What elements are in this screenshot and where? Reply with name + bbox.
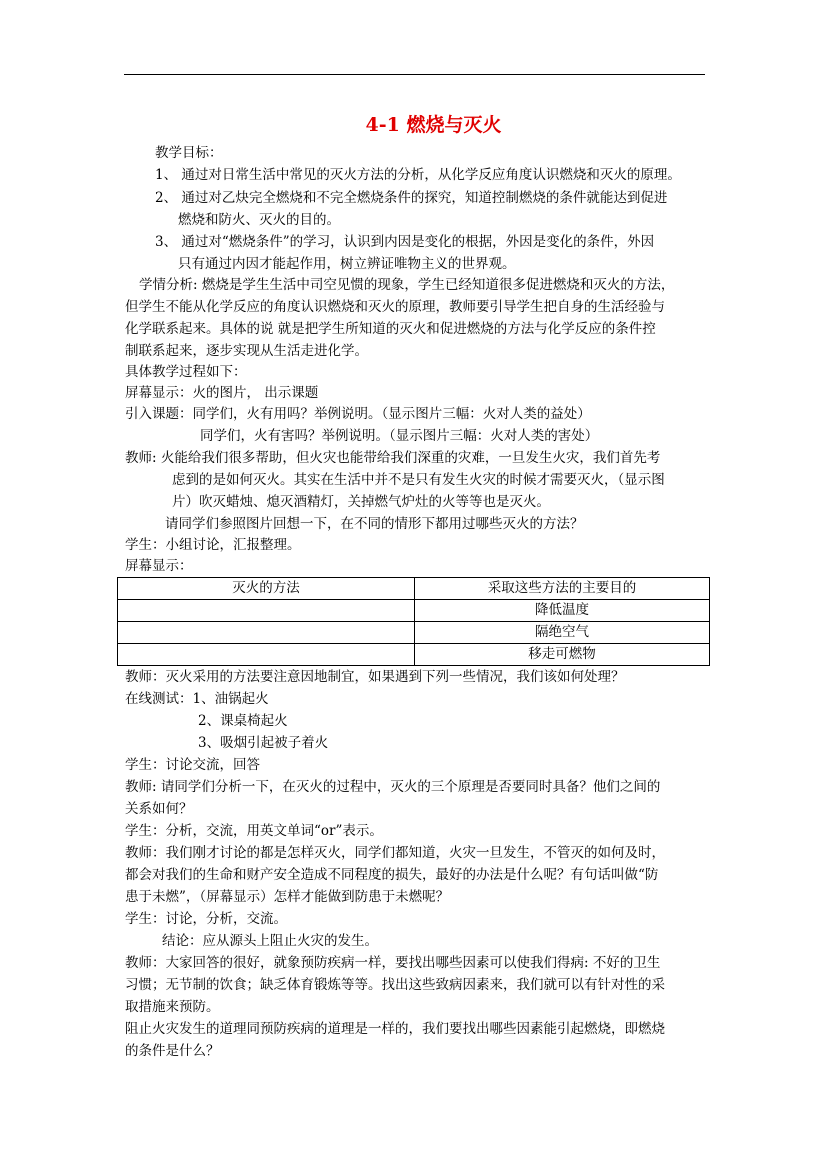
table-cell-purpose: 隔绝空气 <box>415 622 710 644</box>
teacher-1-line-3: 片）吹灭蜡烛、熄灭酒精灯，关掉燃气炉灶的火等等也是灭火。 <box>172 494 550 510</box>
student-4: 学生：讨论，分析，交流。 <box>125 911 287 927</box>
teacher-3-line-1: 教师: 请同学们分析一下，在灭火的过程中，灭火的三个原理是否要同时具备？他们之间的 <box>125 779 661 795</box>
page-title: 4-1 燃烧与灭火 <box>365 114 502 136</box>
teacher-1-line-1: 教师: 火能给我们很多帮助，但火灾也能带给我们深重的灾难，一旦发生火灾，我们首先考 <box>125 450 661 466</box>
screen-display-1: 屏幕显示：火的图片， 出示课题 <box>125 385 319 401</box>
goal-3-line-2: 只有通过内因才能起作用，树立辨证唯物主义的世界观。 <box>178 256 516 272</box>
analysis-line-3: 化学联系起来。具体的说 就是把学生所知道的灭火和促进燃烧的方法与化学反应的条件控 <box>125 321 656 337</box>
teacher-5-line-2: 习惯；无节制的饮食；缺乏体育锻炼等等。找出这些致病因素来，我们就可以有针对性的采 <box>125 977 665 993</box>
analysis-line-1: 学情分析: 燃烧是学生生活中司空见惯的现象，学生已经知道很多促进燃烧和灭火的方法， <box>139 277 675 293</box>
table-cell-purpose: 移走可燃物 <box>415 644 710 666</box>
analysis-line-4: 制联系起来，逐步实现从生活走进化学。 <box>125 343 368 359</box>
goals-heading: 教学目标： <box>155 145 223 161</box>
table-row <box>118 622 710 644</box>
table-row <box>118 644 710 666</box>
teacher-4-line-2: 都会对我们的生命和财产安全造成不同程度的损失，最好的办法是什么呢？有句话叫做“防 <box>125 867 659 883</box>
final-line-2: 的条件是什么？ <box>125 1043 220 1059</box>
intro-line-1: 引入课题：同学们，火有用吗？举例说明。（显示图片三幅：火对人类的益处） <box>125 406 591 422</box>
online-test-2: 2、课桌椅起火 <box>198 713 288 729</box>
student-1: 学生：小组讨论，汇报整理。 <box>125 537 301 553</box>
table-row <box>118 600 710 622</box>
recall-prompt: 请同学们参照图片回想一下，在不同的情形下都用过哪些灭火的方法？ <box>165 516 584 532</box>
teacher-5-line-3: 取措施来预防。 <box>125 999 220 1015</box>
goal-1: 1、 通过对日常生活中常见的灭火方法的分析，从化学反应角度认识燃烧和灭火的原理。 <box>155 167 681 183</box>
intro-line-2: 同学们，火有害吗？举例说明。（显示图片三幅：火对人类的害处） <box>200 428 599 444</box>
process-heading: 具体教学过程如下： <box>125 364 247 380</box>
teacher-5-line-1: 教师：大家回答的很好，就象预防疾病一样，要找出哪些因素可以使我们得病: 不好的卫生 <box>125 955 661 971</box>
table-cell-method <box>118 644 415 666</box>
teacher-3-line-2: 关系如何？ <box>125 801 193 817</box>
teacher-1-line-2: 虑到的是如何灭火。其实在生活中并不是只有发生火灾的时候才需要灭火，（显示图 <box>172 472 665 488</box>
goal-2-line-2: 燃烧和防火、灭火的目的。 <box>178 212 340 228</box>
table-header-method: 灭火的方法 <box>118 578 415 600</box>
student-2: 学生：讨论交流，回答 <box>125 757 260 773</box>
online-test-3: 3、吸烟引起被子着火 <box>198 735 329 751</box>
teacher-4-line-3: 患于未燃”，（屏幕显示）怎样才能做到防患于未燃呢？ <box>125 889 450 905</box>
goal-2-line-1: 2、 通过对乙炔完全燃烧和不完全燃烧条件的探究，知道控制燃烧的条件就能达到促进 <box>155 190 668 206</box>
table-cell-method <box>118 622 415 644</box>
conclusion: 结论：应从源头上阻止火灾的发生。 <box>162 933 378 949</box>
header-rule <box>124 74 705 75</box>
table-header-row <box>118 578 710 600</box>
analysis-line-2: 但学生不能从化学反应的角度认识燃烧和灭火的原理，教师要引导学生把自身的生活经验与 <box>125 299 665 315</box>
teacher-4-line-1: 教师：我们刚才讨论的都是怎样灭火，同学们都知道，火灾一旦发生，不管灭的如何及时， <box>125 845 665 861</box>
methods-table <box>117 577 710 666</box>
table-cell-method <box>118 600 415 622</box>
online-test-1: 在线测试：1、油锅起火 <box>125 691 269 707</box>
table-header-purpose: 采取这些方法的主要目的 <box>415 578 710 600</box>
teacher-2: 教师：灭火采用的方法要注意因地制宜，如果遇到下列一些情况，我们该如何处理？ <box>125 669 625 685</box>
table-cell-purpose: 降低温度 <box>415 600 710 622</box>
student-3: 学生：分析，交流，用英文单词“or”表示。 <box>125 823 383 839</box>
final-line-1: 阻止火灾发生的道理同预防疾病的道理是一样的，我们要找出哪些因素能引起燃烧，即燃烧 <box>125 1021 665 1037</box>
screen-display-2: 屏幕显示： <box>125 558 193 574</box>
goal-3-line-1: 3、 通过对“燃烧条件”的学习，认识到内因是变化的根据，外因是变化的条件，外因 <box>155 234 655 250</box>
